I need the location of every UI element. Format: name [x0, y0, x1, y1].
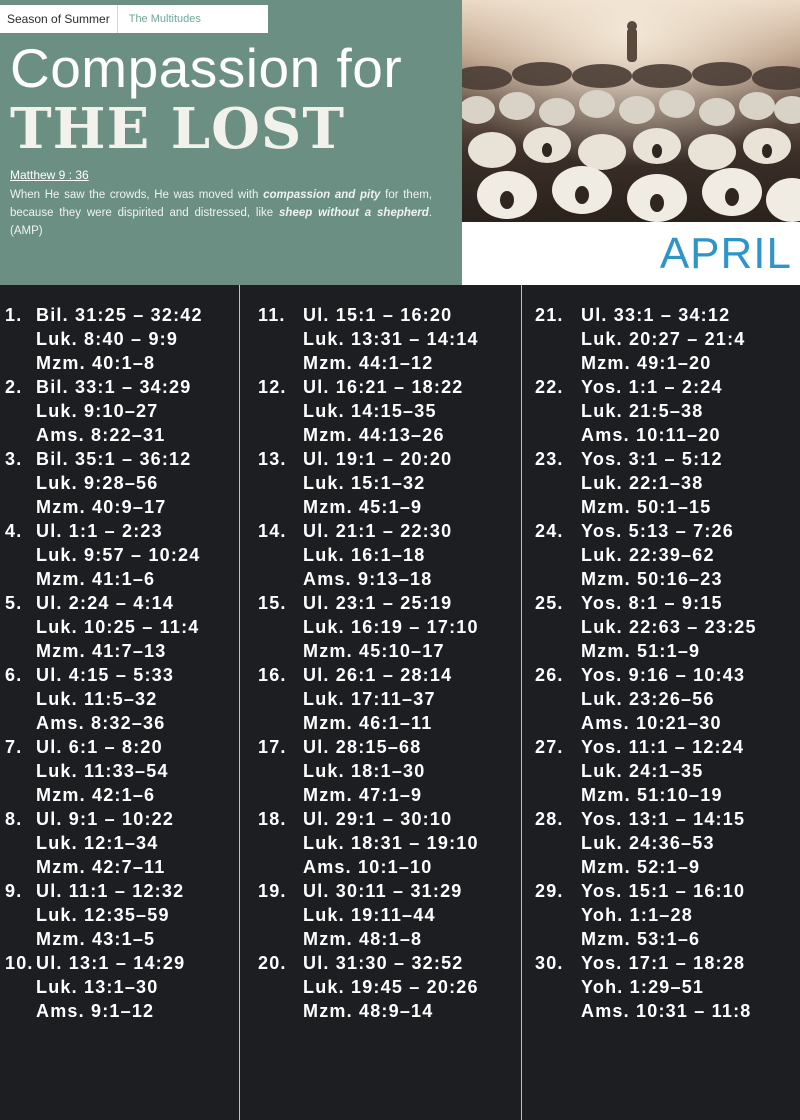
reading-passage: Mzm. 48:9–14: [303, 1001, 434, 1021]
reading-passage: Ul. 28:15–68: [303, 737, 422, 757]
day-number: 26.: [535, 665, 564, 685]
column-divider: [239, 285, 240, 1120]
day-number: 19.: [258, 881, 287, 901]
reading-day-entry: [258, 519, 528, 591]
day-number: 8.: [5, 809, 23, 829]
reading-passage: Mzm. 48:1–8: [303, 929, 423, 949]
series-tag: Season of Summer: [0, 5, 118, 33]
reading-passage: Luk. 16:19 – 17:10: [303, 617, 479, 637]
verse-text: [10, 186, 432, 240]
reading-day-entry: [258, 663, 528, 735]
reading-passage: Luk. 18:31 – 19:10: [303, 833, 479, 853]
reading-passage: Ams. 8:32–36: [36, 713, 166, 733]
title-panel: [0, 0, 462, 285]
day-number: 17.: [258, 737, 287, 757]
day-number: 3.: [5, 449, 23, 469]
day-number: 30.: [535, 953, 564, 973]
reading-passage: Yoh. 1:1–28: [581, 905, 693, 925]
day-number: 29.: [535, 881, 564, 901]
reading-passage: Mzm. 41:7–13: [36, 641, 167, 661]
sheep-crowd-photo: [462, 0, 800, 222]
reading-passage: Luk. 22:63 – 23:25: [581, 617, 757, 637]
reading-passage: Yos. 13:1 – 14:15: [581, 809, 746, 829]
day-number: 24.: [535, 521, 564, 541]
reading-passage: Mzm. 42:1–6: [36, 785, 156, 805]
day-number: 18.: [258, 809, 287, 829]
reading-passage: Yos. 9:16 – 10:43: [581, 665, 746, 685]
reading-day-entry: [535, 807, 800, 879]
reading-day-entry: [535, 735, 800, 807]
reading-day-entry: [535, 447, 800, 519]
reading-passage: Bil. 33:1 – 34:29: [36, 377, 192, 397]
reading-passage: Mzm. 45:10–17: [303, 641, 445, 661]
day-number: 15.: [258, 593, 287, 613]
reading-day-entry: [258, 303, 528, 375]
reading-passage: Ul. 15:1 – 16:20: [303, 305, 453, 325]
reading-passage: Luk. 12:35–59: [36, 905, 170, 925]
reading-passage: Mzm. 47:1–9: [303, 785, 423, 805]
reading-day-entry: [258, 447, 528, 519]
reading-passage: Ul. 16:21 – 18:22: [303, 377, 464, 397]
reading-day-entry: [5, 951, 275, 1023]
reading-passage: Ul. 9:1 – 10:22: [36, 809, 175, 829]
reading-passage: Bil. 35:1 – 36:12: [36, 449, 192, 469]
day-number: 28.: [535, 809, 564, 829]
reading-passage: Luk. 23:26–56: [581, 689, 715, 709]
reading-passage: Luk. 13:1–30: [36, 977, 159, 997]
reading-passage: Luk. 24:36–53: [581, 833, 715, 853]
title-line-2: THE LOST: [10, 96, 346, 162]
reading-passage: Ul. 4:15 – 5:33: [36, 665, 175, 685]
reading-passage: Ul. 26:1 – 28:14: [303, 665, 453, 685]
day-number: 10.: [5, 953, 34, 973]
reading-passage: Luk. 9:57 – 10:24: [36, 545, 201, 565]
topic-tag: The Multitudes: [118, 5, 268, 33]
day-number: 7.: [5, 737, 23, 757]
verse-emphasis: compassion and pity: [263, 189, 381, 201]
reading-day-entry: [535, 375, 800, 447]
reading-passage: Mzm. 46:1–11: [303, 713, 433, 733]
reading-passage: Ul. 31:30 – 32:52: [303, 953, 464, 973]
reading-day-entry: [535, 591, 800, 663]
sheep-illustration: [462, 0, 800, 222]
reading-day-entry: [5, 519, 275, 591]
reading-day-entry: [5, 447, 275, 519]
reading-passage: Luk. 9:10–27: [36, 401, 159, 421]
reading-passage: Luk. 19:45 – 20:26: [303, 977, 479, 997]
reading-passage: Luk. 11:33–54: [36, 761, 169, 781]
series-tags: [0, 5, 268, 33]
reading-passage: Ul. 23:1 – 25:19: [303, 593, 453, 613]
reading-passage: Yos. 17:1 – 18:28: [581, 953, 746, 973]
reading-passage: Mzm. 50:1–15: [581, 497, 712, 517]
reading-day-entry: [535, 303, 800, 375]
reading-passage: Yoh. 1:29–51: [581, 977, 705, 997]
day-number: 2.: [5, 377, 23, 397]
reading-passage: Luk. 24:1–35: [581, 761, 704, 781]
reading-passage: Yos. 11:1 – 12:24: [581, 737, 745, 757]
day-number: 21.: [535, 305, 564, 325]
reading-passage: Ul. 2:24 – 4:14: [36, 593, 175, 613]
day-number: 23.: [535, 449, 564, 469]
month-label: APRIL: [659, 229, 792, 278]
reading-passage: Bil. 31:25 – 32:42: [36, 305, 203, 325]
schedule-column-3: [535, 285, 797, 1120]
reading-passage: Mzm. 49:1–20: [581, 353, 712, 373]
day-number: 11.: [258, 305, 286, 325]
schedule-column-2: [258, 285, 520, 1120]
reading-passage: Mzm. 41:1–6: [36, 569, 156, 589]
reading-passage: Luk. 18:1–30: [303, 761, 426, 781]
reading-passage: Luk. 22:39–62: [581, 545, 715, 565]
reading-passage: Luk. 12:1–34: [36, 833, 159, 853]
reading-day-entry: [535, 879, 800, 951]
reading-passage: Ams. 10:21–30: [581, 713, 722, 733]
reading-passage: Yos. 3:1 – 5:12: [581, 449, 723, 469]
reading-passage: Yos. 15:1 – 16:10: [581, 881, 746, 901]
reading-day-entry: [258, 951, 528, 1023]
reading-day-entry: [258, 879, 528, 951]
reading-passage: Yos. 5:13 – 7:26: [581, 521, 734, 541]
reading-passage: Mzm. 52:1–9: [581, 857, 701, 877]
verse-emphasis: sheep without a shepherd: [279, 207, 429, 219]
reading-passage: Yos. 8:1 – 9:15: [581, 593, 723, 613]
reading-day-entry: [535, 951, 800, 1023]
reading-passage: Mzm. 40:9–17: [36, 497, 167, 517]
reading-passage: Yos. 1:1 – 2:24: [581, 377, 723, 397]
day-number: 22.: [535, 377, 564, 397]
reading-passage: Luk. 17:11–37: [303, 689, 436, 709]
reading-day-entry: [5, 591, 275, 663]
reading-day-entry: [5, 303, 275, 375]
day-number: 4.: [5, 521, 23, 541]
reading-passage: Mzm. 50:16–23: [581, 569, 723, 589]
reading-passage: Mzm. 51:10–19: [581, 785, 723, 805]
month-banner: [462, 222, 800, 285]
reading-passage: Ul. 21:1 – 22:30: [303, 521, 453, 541]
day-number: 6.: [5, 665, 23, 685]
reading-passage: Luk. 22:1–38: [581, 473, 704, 493]
reading-day-entry: [535, 663, 800, 735]
day-number: 9.: [5, 881, 23, 901]
reading-passage: Ams. 10:1–10: [303, 857, 433, 877]
day-number: 14.: [258, 521, 287, 541]
reading-passage: Mzm. 51:1–9: [581, 641, 701, 661]
reading-passage: Luk. 15:1–32: [303, 473, 426, 493]
reading-passage: Mzm. 44:1–12: [303, 353, 434, 373]
day-number: 20.: [258, 953, 287, 973]
day-number: 16.: [258, 665, 287, 685]
reading-day-entry: [5, 807, 275, 879]
schedule-column-1: [5, 285, 237, 1120]
reading-passage: Ul. 33:1 – 34:12: [581, 305, 731, 325]
day-number: 27.: [535, 737, 564, 757]
reading-passage: Luk. 8:40 – 9:9: [36, 329, 179, 349]
day-number: 13.: [258, 449, 287, 469]
reading-passage: Mzm. 40:1–8: [36, 353, 156, 373]
verse-part: for them, because they were dispirited and distressed, like: [10, 189, 432, 219]
day-number: 25.: [535, 593, 564, 613]
reading-day-entry: [258, 591, 528, 663]
reading-passage: Mzm. 44:13–26: [303, 425, 445, 445]
reading-passage: Ams. 10:11–20: [581, 425, 721, 445]
reading-passage: Ams. 9:13–18: [303, 569, 433, 589]
reading-day-entry: [5, 375, 275, 447]
page-header: [0, 0, 800, 285]
reading-passage: Ul. 30:11 – 31:29: [303, 881, 463, 901]
reading-passage: Luk. 21:5–38: [581, 401, 704, 421]
reading-passage: Mzm. 45:1–9: [303, 497, 423, 517]
reading-passage: Luk. 11:5–32: [36, 689, 158, 709]
reading-day-entry: [258, 807, 528, 879]
reading-day-entry: [535, 519, 800, 591]
reading-day-entry: [258, 375, 528, 447]
reading-passage: Luk. 20:27 – 21:4: [581, 329, 746, 349]
reading-passage: Ams. 9:1–12: [36, 1001, 155, 1021]
reading-passage: Ul. 19:1 – 20:20: [303, 449, 453, 469]
reading-day-entry: [258, 735, 528, 807]
day-number: 5.: [5, 593, 23, 613]
reading-passage: Luk. 13:31 – 14:14: [303, 329, 479, 349]
title-line-1: Compassion for: [10, 37, 403, 99]
reading-passage: Luk. 16:1–18: [303, 545, 426, 565]
reading-passage: Mzm. 53:1–6: [581, 929, 701, 949]
reading-passage: Luk. 14:15–35: [303, 401, 437, 421]
reading-day-entry: [5, 735, 275, 807]
reading-passage: Luk. 19:11–44: [303, 905, 436, 925]
reading-passage: Ams. 8:22–31: [36, 425, 166, 445]
verse-part: When He saw the crowds, He was moved with: [10, 189, 264, 201]
verse-reference: Matthew 9 : 36: [10, 168, 89, 182]
reading-passage: Ul. 13:1 – 14:29: [36, 953, 186, 973]
reading-passage: Ul. 6:1 – 8:20: [36, 737, 163, 757]
reading-passage: Luk. 9:28–56: [36, 473, 159, 493]
column-divider: [521, 285, 522, 1120]
reading-passage: Ams. 10:31 – 11:8: [581, 1001, 752, 1021]
verse-part: . (AMP): [10, 207, 432, 237]
reading-passage: Ul. 1:1 – 2:23: [36, 521, 163, 541]
reading-passage: Ul. 11:1 – 12:32: [36, 881, 185, 901]
reading-passage: Luk. 10:25 – 11:4: [36, 617, 200, 637]
reading-day-entry: [5, 663, 275, 735]
reading-passage: Mzm. 43:1–5: [36, 929, 156, 949]
reading-passage: Mzm. 42:7–11: [36, 857, 166, 877]
reading-passage: Ul. 29:1 – 30:10: [303, 809, 453, 829]
day-number: 1.: [5, 305, 23, 325]
day-number: 12.: [258, 377, 287, 397]
reading-day-entry: [5, 879, 275, 951]
